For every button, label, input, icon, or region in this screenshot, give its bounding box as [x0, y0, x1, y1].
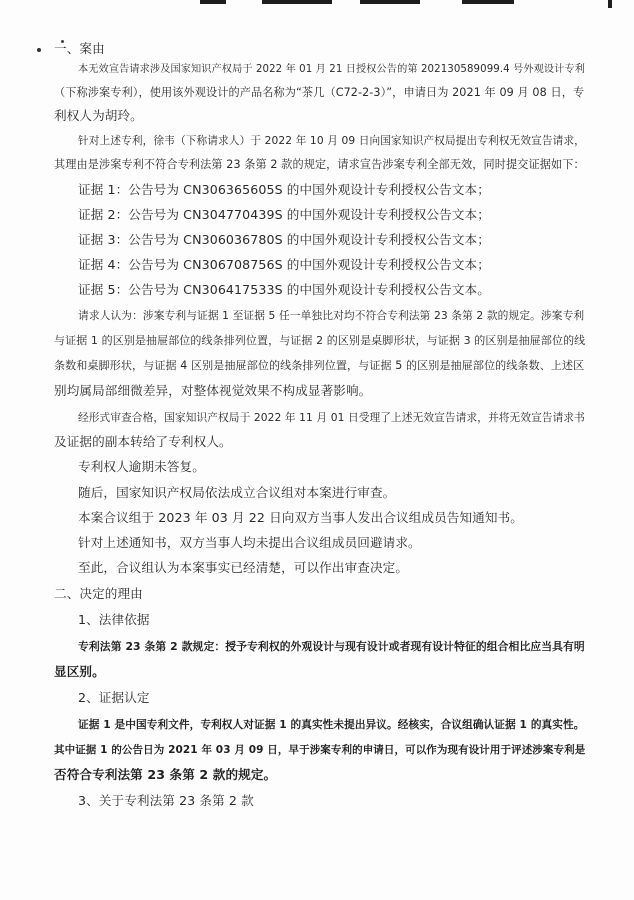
paragraph-line: 否符合专利法第 23 条第 2 款的规定。: [54, 767, 277, 782]
paragraph-line: 显区别。: [54, 664, 105, 679]
paragraph-line: 随后，国家知识产权局依法成立合议组对本案进行审查。: [78, 485, 396, 500]
paragraph-line: 请求人认为：涉案专利与证据 1 至证据 5 任一单独比对均不符合专利法第 23 条第 2 款的规定。涉案专利: [78, 309, 585, 322]
evidence-item: 证据 1：公告号为 CN306365605S 的中国外观设计专利授权公告文本；: [78, 182, 490, 197]
evidence-item: 证据 3：公告号为 CN306036780S 的中国外观设计专利授权公告文本；: [78, 232, 490, 247]
paragraph-line: 别均属局部细微差异，对整体视觉效果不构成显著影响。: [54, 383, 372, 398]
paragraph-line: 至此，合议组认为本案事实已经清楚，可以作出审查决定。: [78, 560, 409, 575]
paragraph-line: 本案合议组于 2023 年 03 月 22 日向双方当事人发出合议组成员告知通知书。: [78, 510, 523, 525]
paragraph-line: 利权人为胡玲。: [54, 108, 143, 123]
paragraph-line: 其中证据 1 的公告日为 2021 年 03 月 09 日，早于涉案专利的申请日，可以作为现有设计用于评述涉案专利是: [54, 744, 586, 756]
evidence-item: 证据 2：公告号为 CN304770439S 的中国外观设计专利授权公告文本；: [78, 207, 490, 222]
scan-mark: [200, 0, 226, 4]
paragraph-line: 证据 1 是中国专利文件，专利权人对证据 1 的真实性未提出异议。经核实，合议组确认证据 1 的真实性。: [78, 718, 585, 731]
paragraph-line: 其理由是涉案专利不符合专利法第 23 条第 2 款的规定，请求宣告涉案专利全部无效，同时提交证据如下：: [54, 158, 585, 171]
paragraph-line: 经形式审查合格，国家知识产权局于 2022 年 11 月 01 日受理了上述无效宣告请求，并将无效宣告请求书: [78, 411, 585, 424]
subheading-article-23: 3、关于专利法第 23 条第 2 款: [78, 793, 254, 808]
section-heading-case: 一、案由: [54, 41, 105, 56]
paragraph-line: （下称涉案专利），使用该外观设计的产品名称为“茶几（C72-2-3）”，申请日为 2021 年 09 月 08 日，专: [54, 86, 585, 99]
evidence-item: 证据 5：公告号为 CN306417533S 的中国外观设计专利授权公告文本。: [78, 282, 490, 297]
paragraph-line: 条数和桌脚形状，与证据 4 区别是抽屉部位的线条排列位置，与证据 5 的区别是抽屉部位的线条数、上述区: [54, 359, 585, 372]
bullet-dot: [37, 48, 41, 52]
paragraph-line: 与证据 1 的区别是抽屉部位的线条排列位置，与证据 2 的区别是桌脚形状，与证据 3 的区别是抽屉部位的线: [54, 334, 586, 347]
paragraph-line: 本无效宣告请求涉及国家知识产权局于 2022 年 01 月 21 日授权公告的第 202130589099.4 号外观设计专利: [78, 64, 585, 75]
subheading-legal-basis: 1、法律依据: [78, 612, 150, 627]
scan-mark: [608, 0, 612, 8]
paragraph-line: 及证据的副本转给了专利权人。: [54, 434, 232, 449]
section-heading-reasons: 二、决定的理由: [54, 586, 143, 601]
paragraph-line: 针对上述专利，徐韦（下称请求人）于 2022 年 10 月 09 日向国家知识产权局提出专利权无效宣告请求，: [78, 134, 585, 147]
paragraph-line: 针对上述通知书，双方当事人均未提出合议组成员回避请求。: [78, 535, 421, 550]
paragraph-line: 专利法第 23 条第 2 款规定：授予专利权的外观设计与现有设计或者现有设计特征的组合相比应当具有明: [78, 640, 585, 653]
evidence-item: 证据 4：公告号为 CN306708756S 的中国外观设计专利授权公告文本；: [78, 257, 490, 272]
scan-mark: [360, 0, 420, 4]
paragraph-line: 专利权人逾期未答复。: [78, 459, 205, 474]
subheading-evidence: 2、证据认定: [78, 690, 150, 705]
scan-mark: [462, 0, 514, 4]
scan-mark: [262, 0, 332, 4]
scan-artifact-top: [0, 0, 634, 8]
